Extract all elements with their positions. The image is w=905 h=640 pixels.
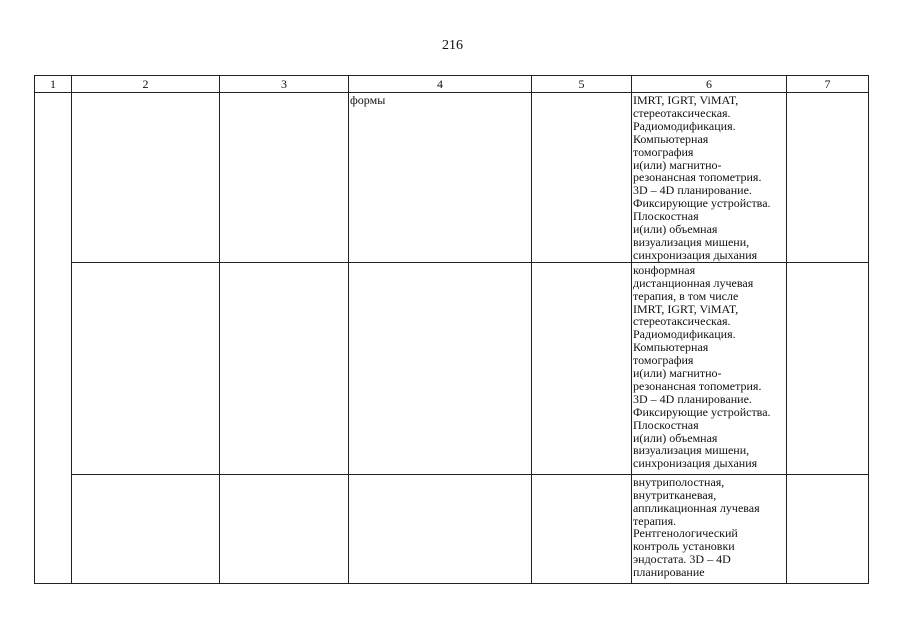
table-cell: [72, 262, 220, 474]
cell-text: конформная дистанционная лучевая терапия, в том числе IMRT, IGRT, ViMAT, стереотаксическая. Радиомодификация. Компьютерная томография и(или) магнитно- резонансная топометрия. 3D – 4D планирование. Фиксирующие устройства. Плоскостная и(или) объемная визуализация мишени, синхронизация дыхания: [633, 262, 771, 471]
cell-text: IMRT, IGRT, ViMAT, стереотаксическая. Радиомодификация. Компьютерная томография и(или) магнитно- резонансная топометрия. 3D – 4D планирование. Фиксирующие устройства. Плоскостная и(или) объемная визуализация мишени, синхронизация дыхания: [633, 93, 771, 262]
table-cell: [72, 93, 220, 263]
column-header-4: 4: [349, 76, 532, 93]
table-cell: [220, 474, 349, 583]
table-cell: [72, 474, 220, 583]
column-header-2: 2: [72, 76, 220, 93]
cell-text: [220, 263, 348, 264]
table-cell: [220, 262, 349, 474]
table-cell: [349, 93, 532, 263]
column-header-1: 1: [35, 76, 72, 93]
table-cell: [220, 93, 349, 263]
cell-text: [787, 93, 868, 94]
table-row: [35, 474, 869, 583]
cell-text: [787, 475, 868, 476]
document-table: [34, 75, 869, 584]
table-cell: [787, 93, 869, 263]
cell-text: [532, 93, 631, 94]
cell-text: [72, 93, 219, 94]
table-cell: [632, 93, 787, 263]
table-cell: [787, 474, 869, 583]
cell-text: [349, 263, 531, 264]
cell-text: [72, 475, 219, 476]
cell-text: [220, 93, 348, 94]
table-row: [35, 93, 869, 263]
cell-text: [787, 263, 868, 264]
column-header-6: 6: [632, 76, 787, 93]
table-cell: [349, 474, 532, 583]
column-header-3: 3: [220, 76, 349, 93]
cell-text: внутриполостная, внутритканевая, аппликационная лучевая терапия. Рентгенологический контроль установки эндостата. 3D – 4D планирование: [633, 474, 760, 580]
cell-text: [72, 263, 219, 264]
cell-text: [349, 475, 531, 476]
table-cell: [632, 262, 787, 474]
cell-text: [532, 475, 631, 476]
table-cell: [349, 262, 532, 474]
cell-text: [220, 475, 348, 476]
cell-text: формы: [350, 93, 386, 107]
column-header-5: 5: [532, 76, 632, 93]
column-header-7: 7: [787, 76, 869, 93]
table-cell: [532, 474, 632, 583]
table-cell: [532, 93, 632, 263]
table-header-row: [35, 76, 869, 93]
column-1-cell: [35, 93, 72, 584]
table-cell: [632, 474, 787, 583]
cell-text: [532, 263, 631, 264]
table-row: [35, 262, 869, 474]
table-cell: [787, 262, 869, 474]
page-number: 216: [442, 38, 463, 53]
table-cell: [532, 262, 632, 474]
